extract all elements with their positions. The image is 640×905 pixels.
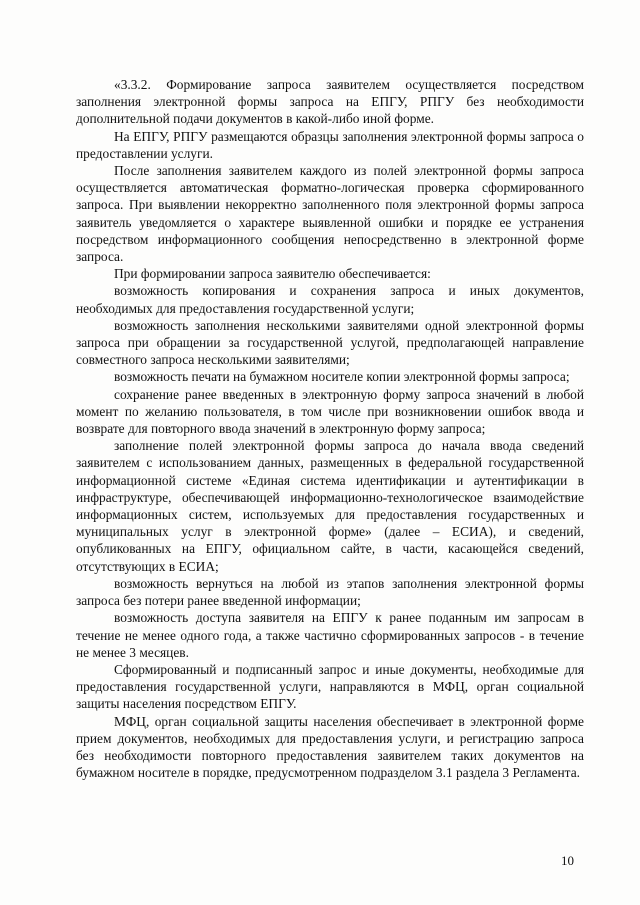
paragraph: При формировании запроса заявителю обеспечивается: (114, 266, 431, 282)
page-number: 10 (561, 853, 574, 868)
paragraph: МФЦ, орган социальной защиты населения обеспечивает в электронной форме прием документов, необходимых для предоставления услуги, и регистрацию запроса без необходимости повторного предоставления заявителем таких документов на бумажном носителе в порядке, предусмотренном подразделом 3.1 раздела 3 Регламента. (76, 713, 584, 781)
paragraph: заполнение полей электронной формы запроса до начала ввода сведений заявителем с использованием данных, размещенных в федеральной государственной информационной системе «Единая система идентификации и аутентификации в инфраструктуре, обеспечивающей информационно-технологическое взаимодействие информационных систем, используемых для предоставления государственных и муниципальных услуг в электронной форме» (далее – ЕСИА), и сведений, опубликованных на ЕПГУ, официальном сайте, в части, касающейся сведений, отсутствующих в ЕСИА; (76, 438, 584, 574)
paragraph: возможность вернуться на любой из этапов заполнения электронной формы запроса без потери ранее введенной информации; (76, 575, 584, 609)
paragraph: возможность доступа заявителя на ЕПГУ к ранее поданным им запросам в течение не менее одного года, а также частично сформированных запросов - в течение не менее 3 месяцев. (76, 610, 584, 660)
paragraph: возможность печати на бумажном носителе копии электронной формы запроса; (114, 369, 570, 385)
paragraph: возможность копирования и сохранения запроса и иных документов, необходимых для предоставления государственной услуги; (76, 283, 584, 316)
paragraph: возможность заполнения несколькими заявителями одной электронной формы запроса при обращении за государственной услугой, предполагающей направление совместного запроса несколькими заявителями; (76, 317, 584, 368)
document-body (76, 76, 584, 781)
paragraph: Сформированный и подписанный запрос и иные документы, необходимые для предоставления государственной услуги, направляются в МФЦ, орган социальной защиты населения посредством ЕПГУ. (76, 661, 584, 712)
paragraph: После заполнения заявителем каждого из полей электронной формы запроса осуществляется автоматическая форматно-логическая проверка сформированного запроса. При выявлении некорректно заполненного поля электронной формы запроса заявитель уведомляется о характере выявленной ошибки и порядке ее устранения посредством информационного сообщения непосредственно в электронной форме запроса. (76, 163, 584, 265)
paragraph: «3.3.2. Формирование запроса заявителем осуществляется посредством заполнения электронной формы запроса на ЕПГУ, РПГУ без необходимости дополнительной подачи документов в какой-либо иной форме. (76, 77, 584, 127)
paragraph: На ЕПГУ, РПГУ размещаются образцы заполнения электронной формы запроса о предоставлении услуги. (76, 128, 584, 161)
paragraph: сохранение ранее введенных в электронную форму запроса значений в любой момент по желанию пользователя, в том числе при возникновении ошибок ввода и возврате для повторного ввода значений в электронную форму запроса; (76, 386, 584, 437)
